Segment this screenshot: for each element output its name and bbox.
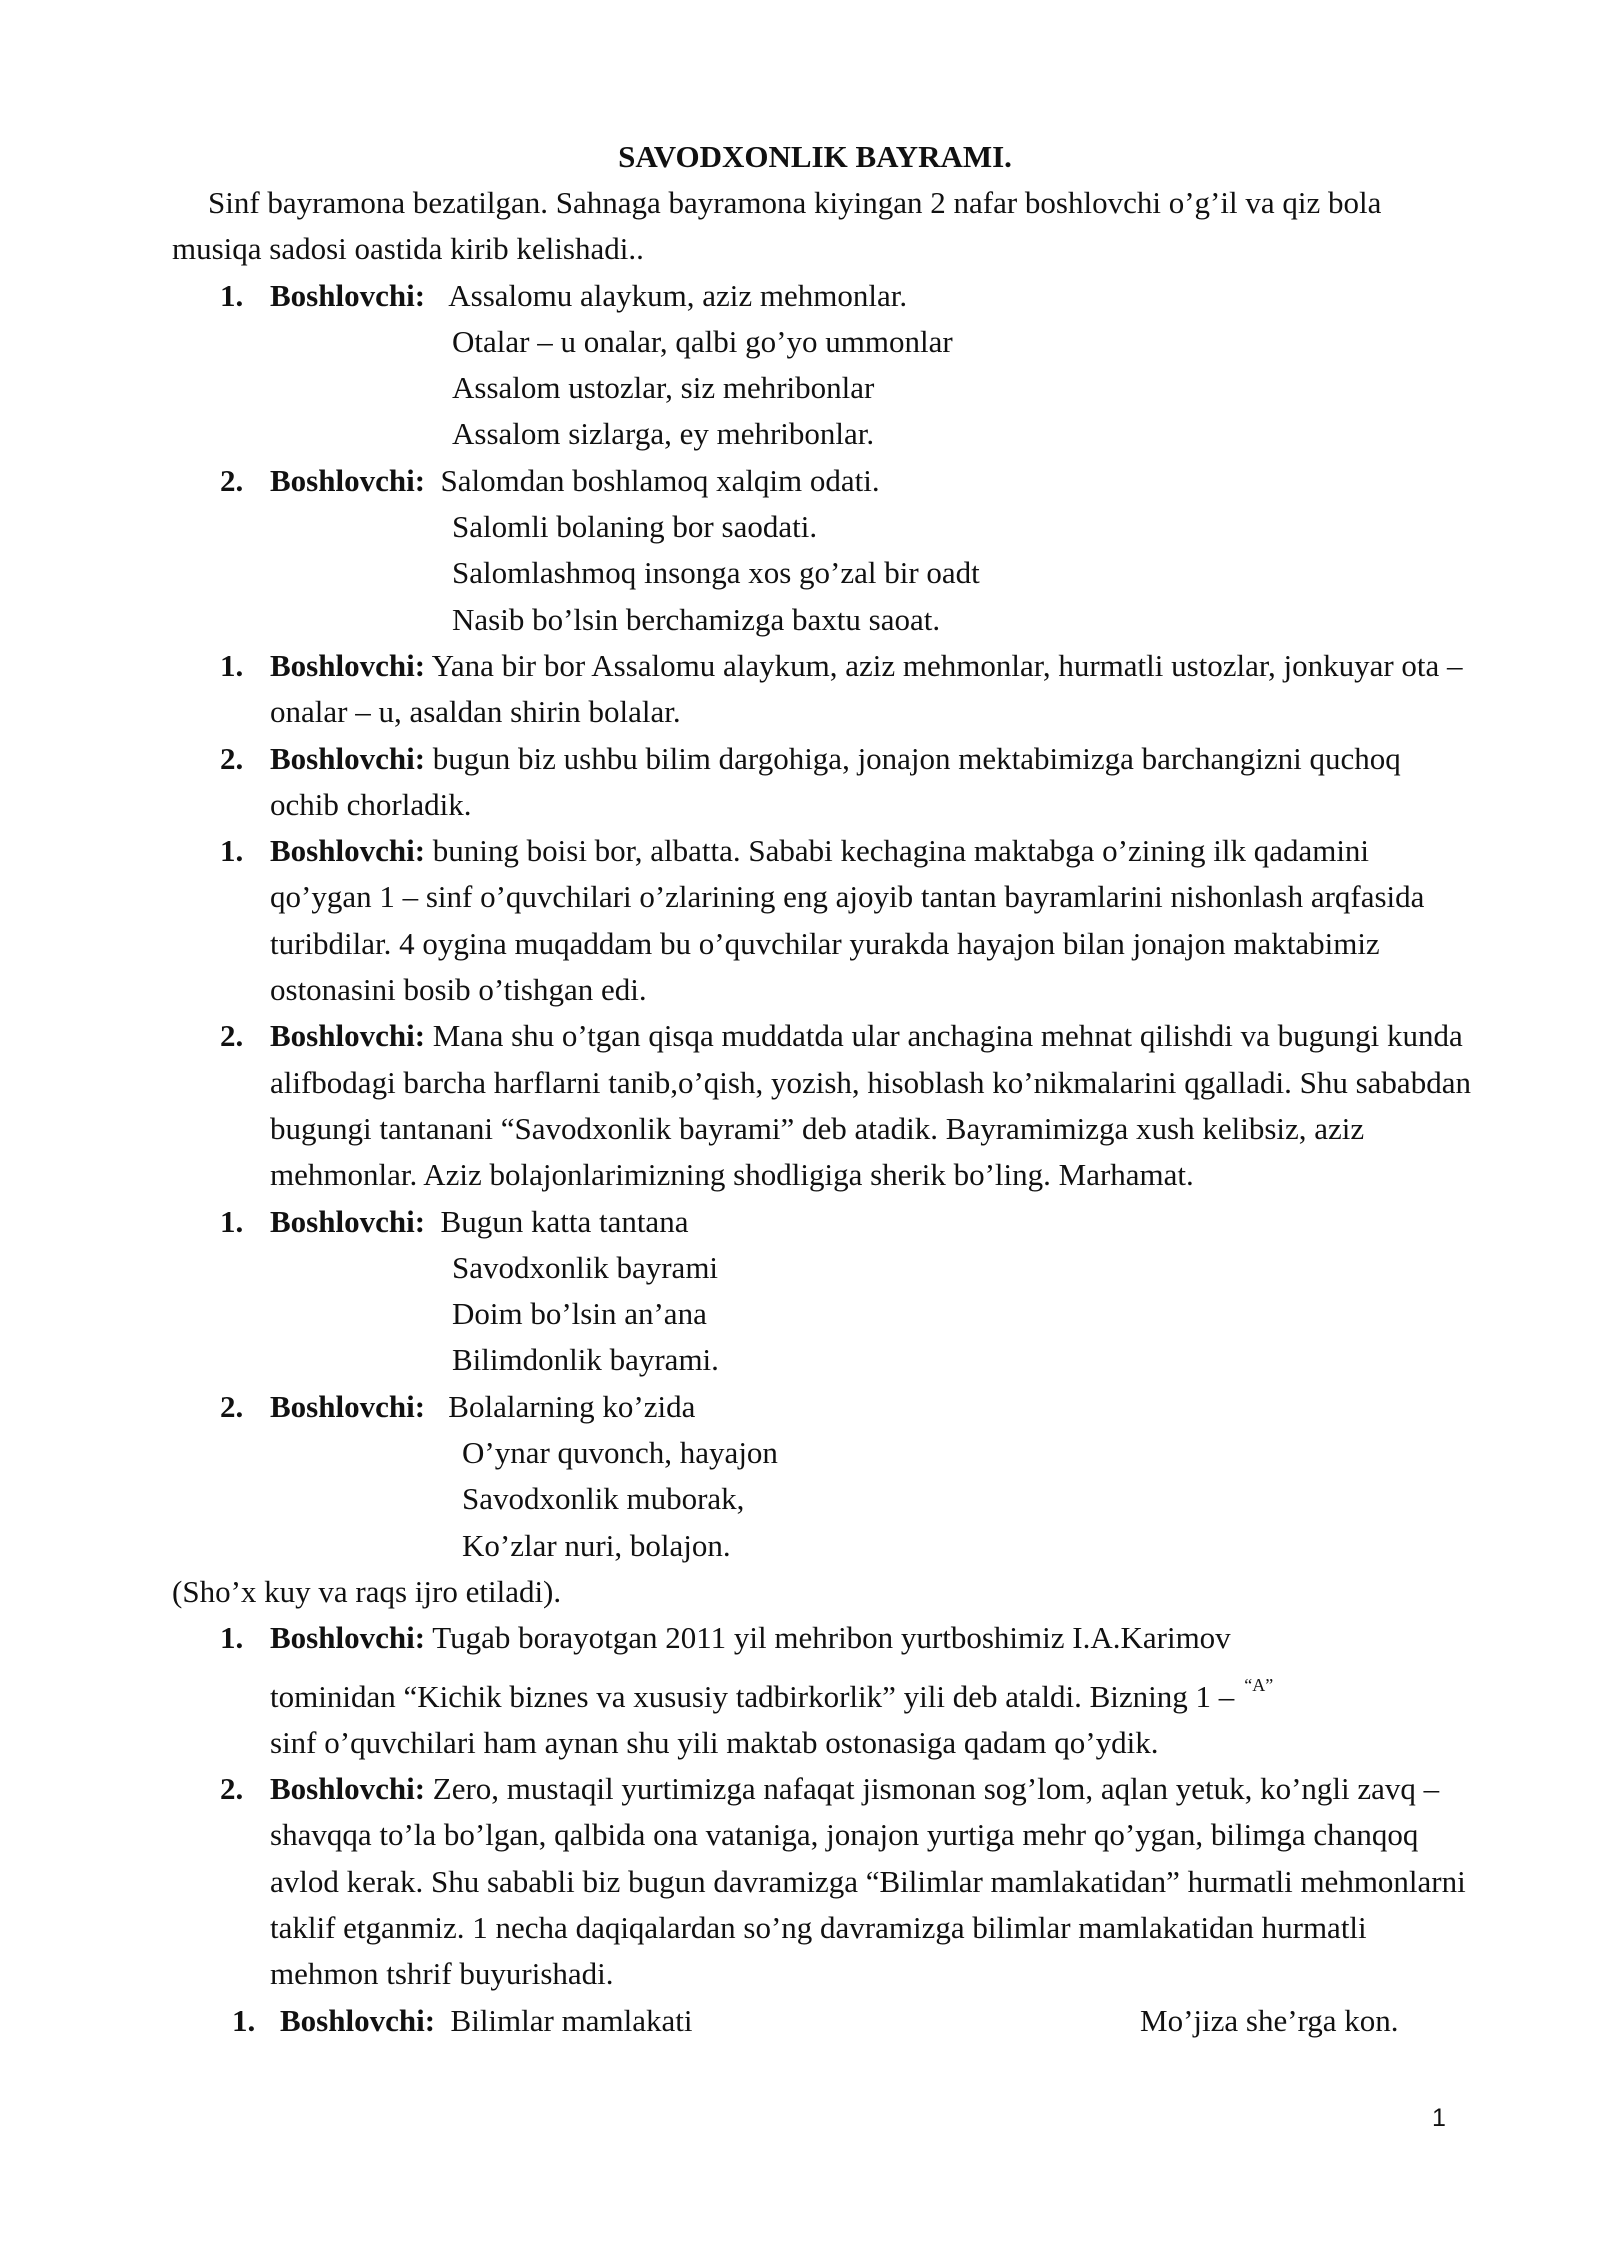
dialogue-text: sinf o’quvchilari ham aynan shu yili maktab ostonasiga qadam qo’ydik. <box>270 1724 1159 1760</box>
speaker-label: Boshlovchi: <box>270 1388 426 1424</box>
stage-direction: (Sho’x kuy va raqs ijro etiladi). <box>172 1573 562 1609</box>
speaker-label: Boshlovchi: <box>280 2002 436 2038</box>
dialogue-item <box>172 1766 1472 1997</box>
dialogue-item <box>172 643 1472 736</box>
item-number: 1. <box>220 1203 244 1239</box>
verse-first-line: Bilimlar mamlakati <box>450 2002 693 2038</box>
verse-first-line: Bolalarning ko’zida <box>448 1388 696 1424</box>
dialogue-item <box>172 1998 1472 2044</box>
dialogue-text: Zero, mustaqil yurtimizga nafaqat jismonan sog’lom, aqlan yetuk, ko’ngli zavq – shavqqa to’la bo’lgan, qalbida ona vataniga, jonajon yurtiga mehr qo’ygan, bilimga chanqoq avlod kerak. Shu sababli biz bugun davramizga “Bilimlar mamlakatidan” hurmatli mehmonlarni taklif etganmiz. 1 necha daqiqalardan so’ng davramizga bilimlar mamlakatidan hurmatli mehmon tshrif buyurishadi. <box>270 1771 1466 1992</box>
item-number: 1. <box>220 1620 244 1656</box>
item-number: 2. <box>220 740 244 776</box>
document-title: SAVODXONLIK BAYRAMI. <box>618 139 1012 174</box>
item-number: 1. <box>232 2002 256 2038</box>
verse-line: Savodxonlik bayrami <box>452 1249 719 1285</box>
verse-right-line: Mo’jiza she’rga kon. <box>1140 2002 1399 2038</box>
dialogue-item <box>172 1013 1472 1198</box>
dialogue-text: buning boisi bor, albatta. Sababi kechagina maktabga o’zining ilk qadamini qo’ygan 1 – sinf o’quvchilari o’zlarining eng ajoyib tantan bayramlarini nishonlash arqfasida turibdilar. 4 oygina muqaddam bu o’quvchilar yurakda hayajon bilan jonajon maktabimiz ostonasini bosib o’tishgan edi. <box>270 833 1425 1008</box>
speaker-label: Boshlovchi: <box>270 277 426 313</box>
dialogue-text: bugun biz ushbu bilim dargohiga, jonajon mektabimizga barchangizni quchoq ochib chorladik. <box>270 740 1401 822</box>
verse-line: Assalom sizlarga, ey mehribonlar. <box>452 416 875 452</box>
verse-line: Salomli bolaning bor saodati. <box>452 509 818 545</box>
verse-line: Ko’zlar nuri, bolajon. <box>462 1527 731 1563</box>
dialogue-item <box>172 736 1472 829</box>
verse-line: Bilimdonlik bayrami. <box>452 1342 719 1378</box>
item-number: 1. <box>220 647 244 683</box>
speaker-label: Boshlovchi: <box>270 1620 426 1656</box>
item-number: 2. <box>220 1771 244 1807</box>
document-body <box>172 180 1472 2044</box>
dialogue-item <box>172 828 1472 1013</box>
item-number: 1. <box>220 833 244 869</box>
dialogue-item <box>172 1199 1472 1245</box>
verse-line: Salomlashmoq insonga xos go’zal bir oadt <box>452 555 980 591</box>
speaker-label: Boshlovchi: <box>270 1203 426 1239</box>
verse-line: Doim bo’lsin an’ana <box>452 1296 707 1332</box>
dialogue-text: tominidan “Kichik biznes va xususiy tadbirkorlik” yili deb ataldi. Bizning 1 – <box>270 1678 1235 1714</box>
speaker-label: Boshlovchi: <box>270 1771 426 1807</box>
verse-first-line: Assalomu alaykum, aziz mehmonlar. <box>448 277 908 313</box>
dialogue-item <box>172 273 1472 319</box>
item-number: 2. <box>220 1388 244 1424</box>
item-number: 1. <box>220 277 244 313</box>
speaker-label: Boshlovchi: <box>270 462 426 498</box>
verse-line: O’ynar quvonch, hayajon <box>462 1435 778 1471</box>
speaker-label: Boshlovchi: <box>270 833 426 869</box>
speaker-label: Boshlovchi: <box>270 1018 426 1054</box>
intro-paragraph: Sinf bayramona bezatilgan. Sahnaga bayramona kiyingan 2 nafar boshlovchi o’g’il va qiz bola musiqa sadosi oastida kirib kelishadi.. <box>172 185 1382 267</box>
verse-first-line: Bugun katta tantana <box>440 1203 689 1239</box>
item-number: 2. <box>220 462 244 498</box>
verse-line: Savodxonlik muborak, <box>462 1481 745 1517</box>
verse-line: Otalar – u onalar, qalbi go’yo ummonlar <box>452 323 953 359</box>
verse-first-line: Salomdan boshlamoq xalqim odati. <box>440 462 880 498</box>
dialogue-text: Mana shu o’tgan qisqa muddatda ular anchagina mehnat qilishdi va bugungi kunda alifbodagi barcha harflarni tanib,o’qish, yozish, hisoblash ko’nikmalarini qgalladi. Shu sababdan bugungi tantanani “Savodxonlik bayrami” deb atadik. Bayramimizga xush kelibsiz, aziz mehmonlar. Aziz bolajonlarimizning shodligiga sherik bo’ling. Marhamat. <box>270 1018 1471 1193</box>
dialogue-text: Yana bir bor Assalomu alaykum, aziz mehmonlar, hurmatli ustozlar, jonkuyar ota – onalar – u, asaldan shirin bolalar. <box>270 647 1463 730</box>
dialogue-item <box>172 458 1472 504</box>
class-letter-superscript: “A” <box>1244 1674 1274 1695</box>
item-number: 2. <box>220 1018 244 1054</box>
verse-line: Assalom ustozlar, siz mehribonlar <box>452 370 875 406</box>
dialogue-item <box>172 1384 1472 1430</box>
verse-line: Nasib bo’lsin berchamizga baxtu saoat. <box>452 601 941 637</box>
speaker-label: Boshlovchi: <box>270 647 426 683</box>
speaker-label: Boshlovchi: <box>270 740 426 776</box>
dialogue-item <box>172 1615 1472 1766</box>
dialogue-text: Tugab borayotgan 2011 yil mehribon yurtboshimiz I.A.Karimov <box>432 1620 1231 1656</box>
page-number: 1 <box>1432 2104 1446 2132</box>
